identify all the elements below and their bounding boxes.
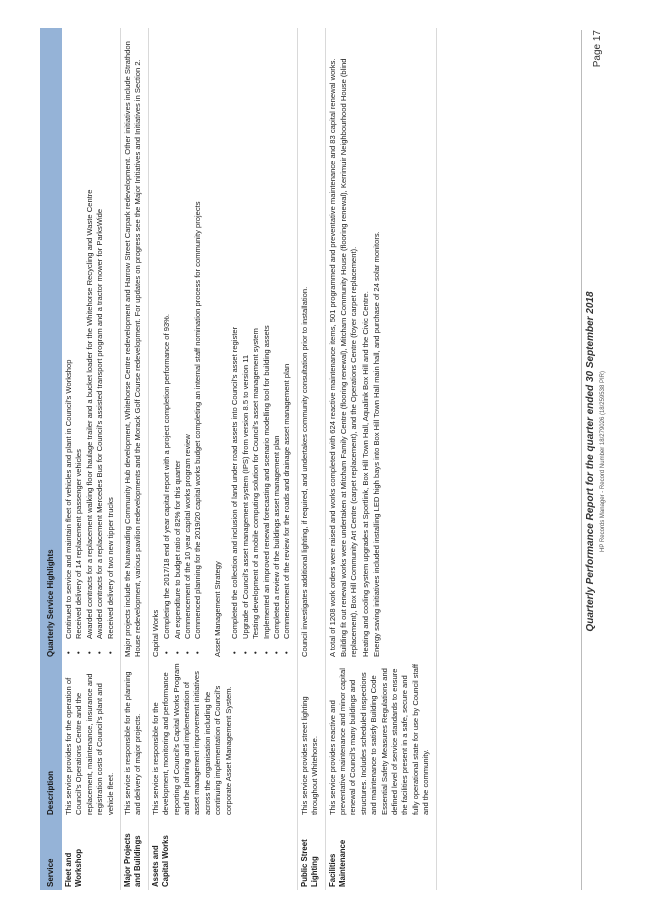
service-name: Assets and Capital Works [148, 818, 297, 890]
service-description: This service provides street lighting throughout Whitehorse. [297, 660, 325, 818]
footer-title: Quarterly Performance Report for the quarter ended 30 September 2018 [585, 291, 596, 632]
list-item: • Awarded contracts for a replacement walking floor haulage trailer and a bucket loader for the Whitehorse Recycling and Waste Centre [85, 31, 95, 645]
list-item: • Implemented an improved renewal forecasting and scenario modelling tool for building assets [262, 31, 272, 645]
service-highlights [325, 28, 436, 660]
header-highlights: Quarterly Service Highlights [40, 28, 62, 660]
list-item: • Upgrade of Council's asset management system (IPS) from version 8.5 to version 11 [241, 31, 251, 645]
list-item: • Completed the collection and inclusion of land under road assets into Council's asset register [230, 31, 240, 645]
list-item: • Completing the 2017/18 end of year capital report with a project completion performance of 93%. [162, 31, 172, 645]
service-highlights: Council investigates additional lighting, if required, and undertakes community consultation prior to installation. [297, 28, 325, 660]
footer-divider [581, 30, 582, 890]
list-item: • Received delivery of two new tipper trucks [106, 31, 116, 645]
service-highlights: Major projects include the Nunawading Community Hub development, Whitehorse Centre redevelopment and Harrow Street Carpark redevelopment. Other initiatives include Strathdon House redevelopment, various pavilion redevelopments and the Morack Golf Course redevelopment. For updates on progress see the Major Initiatives and Initiatives in Section 2. [121, 28, 149, 660]
table-row [121, 28, 149, 890]
header-description: Description [40, 660, 62, 818]
service-highlights [148, 28, 297, 660]
service-name: Facilities Maintenance [325, 818, 436, 890]
list-item: • Continued to service and maintain fleet of vehicles and plant in Council's Workshop [64, 31, 74, 645]
header-service: Service [40, 818, 62, 890]
list-item: • Received delivery of 14 replacement passenger vehicles [74, 31, 84, 645]
service-description: This service provides reactive and preventative maintenance and minor capital renewal of Council's many buildings and structures. Includes scheduled inspections and maintenance to satisfy Building Code Essential Safety Measures Regulations and defined level of service standards to ensure the facilities present in a safe, secure and fully operational state for use by Council staff and the community. [325, 660, 436, 818]
highlight-list [64, 31, 116, 657]
table-row [62, 28, 121, 890]
table-row [297, 28, 325, 890]
highlight-paragraph: Energy saving initiatives included installing LED high bays into Box Hill Town Hall main hall, and purchase of 24 solar monitors. [372, 231, 382, 657]
table-row [325, 28, 436, 890]
list-item: • Completed a review of the buildings asset management plan [272, 31, 282, 645]
list-item: • Commencement of the review for the roads and drainage asset management plan [282, 31, 292, 645]
service-description: This service is responsible for the development, monitoring and performance reporting of Council's Capital Works Program and the planning and implementation of asset management improvement initiatives across the organisation including the continuing implementation of Council's corporate Asset Management System. [148, 660, 297, 818]
list-item: • Commenced planning for the 2019/20 capital works budget completing an internal staff nomination process for community projects [193, 31, 203, 645]
highlight-list [162, 31, 204, 657]
service-name: Fleet and Workshop [62, 818, 121, 890]
group-title-asset-strategy: Asset Management Strategy [212, 561, 222, 657]
table-header-row [40, 28, 62, 890]
highlight-list [230, 31, 292, 657]
list-item: • An expenditure to budget ratio of 82% for this quarter [173, 31, 183, 645]
highlight-paragraph: Building fit out renewal works were undertaken at Mitcham Family Centre (flooring renewal), Mitcham Community House (flooring renewal), Kerrimuir Neighbourhood House (blind replacement), Box Hill Community Art Centre (carpet replacement), and the Operations Centre (foyer carpet replacement). [338, 58, 359, 657]
service-name: Major Projects and Buildings [121, 818, 149, 890]
group-title-capital-works: Capital Works [150, 609, 160, 657]
table-row [148, 28, 297, 890]
service-description: This service is responsible for the planning and delivery of major projects. [121, 660, 149, 818]
list-item: • Testing development of a mobile computing solution for Council's asset management system [251, 31, 261, 645]
service-table [40, 28, 437, 890]
service-name: Public Street Lighting [297, 818, 325, 890]
highlight-paragraph: Heating and cooling system upgrades at Sportlink, Box Hill Town Hall, Aqualink Box Hill and the Civic Centre. [360, 291, 370, 657]
service-highlights [62, 28, 121, 660]
footer-record-number: HP Records Manager - Record Number 18/279026 (18/259538 PIR) [600, 371, 606, 552]
service-description: This service provides for the operation of Council's Operations Centre and the replacement, maintenance, insurance and registration costs of Council's plant and vehicle fleet. [62, 660, 121, 818]
list-item: • Awarded contracts for a replacement Mercedes Bus for Council's assisted transport program and a tractor mower for ParksWide [95, 31, 105, 645]
highlight-paragraph: A total of 1208 work orders were raised and works completed with 624 reactive maintenance items, 501 programmed and preventative maintenance and 83 capital renewal works. [327, 58, 337, 657]
page-number: Page 17 [592, 30, 603, 68]
list-item: • Commencement of the 10 year capital works program review [183, 31, 193, 645]
